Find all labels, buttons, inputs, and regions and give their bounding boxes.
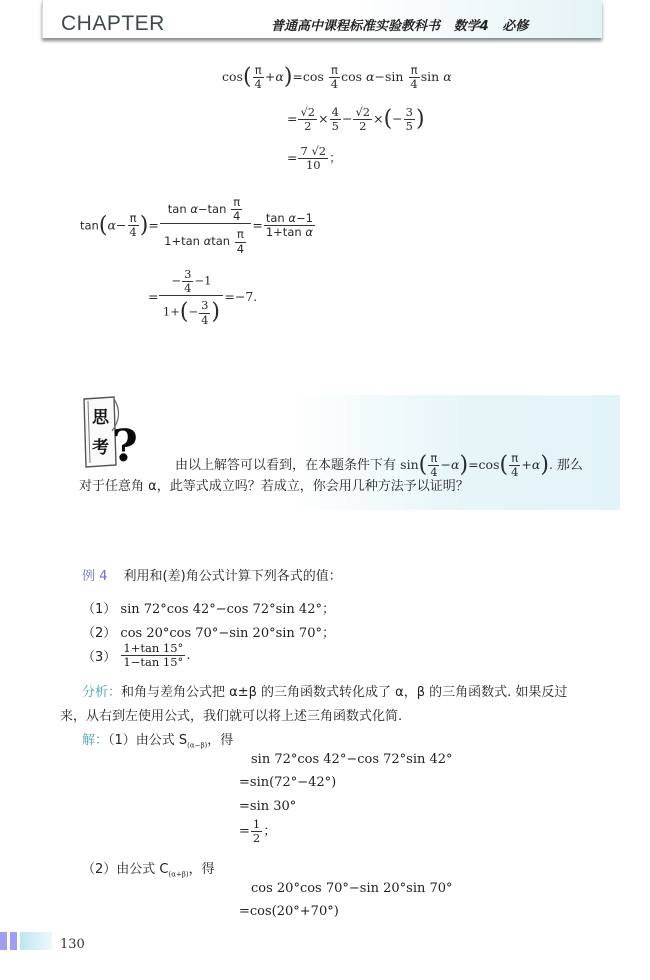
cos-derivation-line2: = $\frac{√2}{2}$ × $\frac{4}{5}$ − $\frac{√2}{2}$ ×(− $\frac{3}{5}$ ) xyxy=(287,105,425,134)
example-label: 例 4 xyxy=(82,569,108,584)
svg-text:?: ? xyxy=(112,421,138,471)
cos-derivation-line3: = $\frac{7 √2}{10}$ ； xyxy=(287,144,342,173)
page-number: 130 xyxy=(60,937,85,952)
svg-text:思: 思 xyxy=(92,408,109,428)
example-item-1: （1） sin 72°cos 42°−cos 72°sin 42°； xyxy=(82,602,335,617)
think-text-line2: 对于任意角 α，此等式成立吗？若成立，你会用几种方法予以证明？ xyxy=(79,479,469,494)
solution-label: 解： xyxy=(82,733,109,748)
solution-part1-intro: 解：（1）由公式 $S_{(\alpha-\beta)}$，得 xyxy=(82,733,234,750)
think-box xyxy=(70,395,620,510)
solution-part2-intro: （2）由公式 $C_{(\alpha+\beta)}$，得 xyxy=(82,862,215,879)
solution-part1-step1: sin 72°cos 42°−cos 72°sin 42° xyxy=(251,752,453,767)
solution-part2-step1: cos 20°cos 70°−sin 20°sin 70° xyxy=(251,881,453,896)
example-item-3: （3） $\frac{1+\tan 15^\circ}{1-\tan 15^\circ}$ . xyxy=(82,641,191,670)
chapter-label: CHAPTER xyxy=(61,12,165,35)
tan-derivation-line1: tan(α− $\frac{\pi}{4}$ )= tan α−tan $\frac{\pi}{4}$ 1+tan αtan $\frac{\pi}{4}$ = $\frac{\text{tan α−1}}{\text{1+tan α}}$ xyxy=(80,195,313,256)
page-tab-marker xyxy=(0,932,17,950)
example-prompt: 利用和(差)角公式计算下列各式的值： xyxy=(123,569,342,584)
svg-text:考: 考 xyxy=(92,438,109,458)
solution-part2-step2: =cos(20°+70°) xyxy=(239,904,339,919)
solution-part1-step3: =sin 30° xyxy=(239,799,297,814)
book-title: 普通高中课程标准实验教科书 数学4 必修 xyxy=(271,19,529,34)
example-heading xyxy=(82,565,342,584)
example-item-2: （2） cos 20°cos 70°−sin 20°sin 70°； xyxy=(82,626,335,641)
analysis-line2: 来，从右到左使用公式，我们就可以将上述三角函数式化简. xyxy=(60,709,403,724)
think-question-icon xyxy=(78,395,146,471)
analysis-label: 分析： xyxy=(82,685,122,700)
think-text-line1: 由以上解答可以看到，在本题条件下有 sin( $\frac{\pi}{4}$ −α)=cos( $\frac{\pi}{4}$ +α). 那么 xyxy=(175,451,583,480)
cos-derivation-line1: cos( $\frac{\pi}{4}$ +α)=cos $\frac{\pi}{4}$ cos α−sin $\frac{\pi}{4}$ sin α xyxy=(222,63,452,92)
tan-derivation-line2: = − $\frac{3}{4}$ −1 1+(− $\frac{3}{4}$ ) =−7. xyxy=(148,267,258,327)
page-header xyxy=(42,0,602,38)
solution-part1-step2: =sin(72°−42°) xyxy=(239,775,337,790)
page-tab-fade xyxy=(20,932,52,950)
solution-part1-result: = $\frac{1}{2}$ ； xyxy=(239,817,277,846)
analysis-line1: 分析：和角与差角公式把 α±β 的三角函数式转化成了 α，β 的三角函数式. 如果反过 xyxy=(82,685,568,700)
